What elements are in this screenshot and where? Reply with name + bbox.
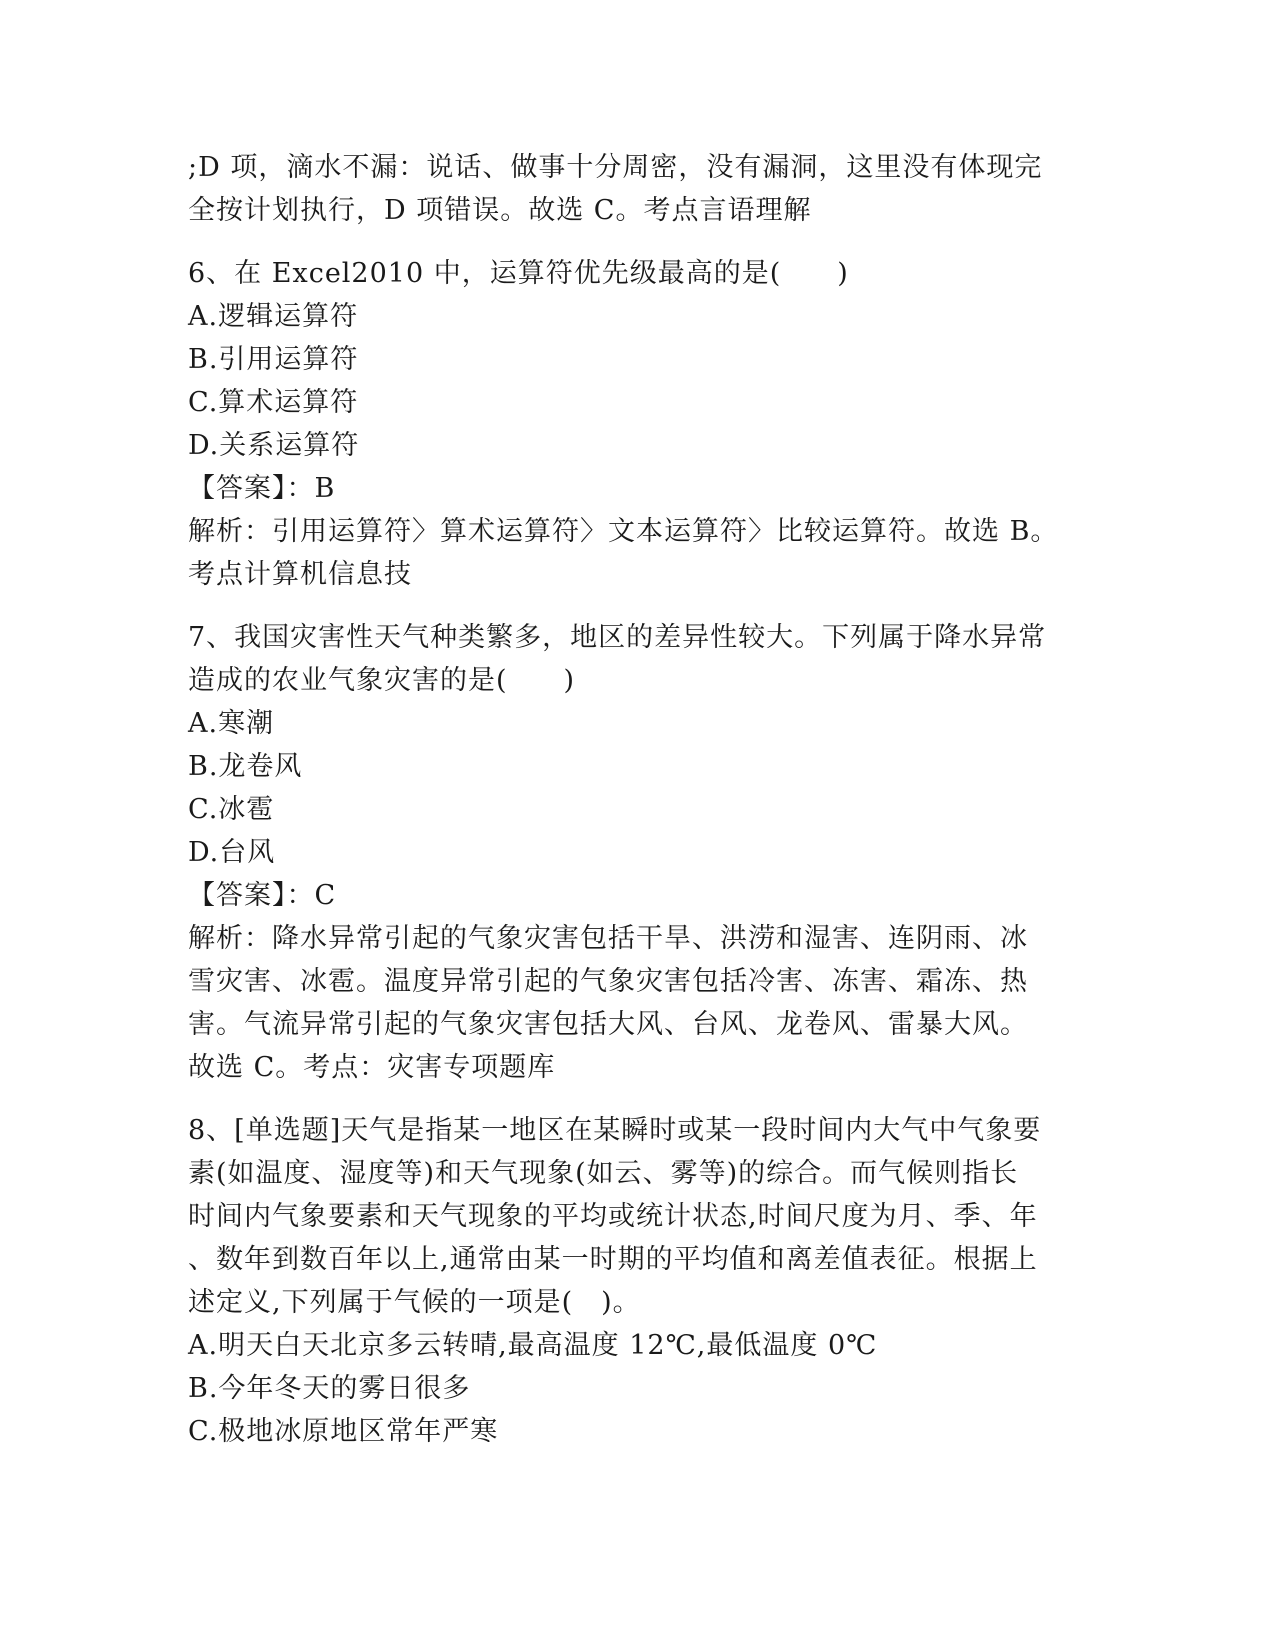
prev-explanation xyxy=(188,146,1088,232)
option-b: B.今年冬天的雾日很多 xyxy=(188,1373,471,1404)
option-c: C.冰雹 xyxy=(188,794,275,825)
explanation-line: 考点计算机信息技 xyxy=(188,559,412,590)
option-a: A.逻辑运算符 xyxy=(188,301,359,332)
question-stem-line: 、数年到数百年以上,通常由某一时期的平均值和离差值表征。根据上 xyxy=(188,1244,1038,1275)
question-stem-line: 7、我国灾害性天气种类繁多，地区的差异性较大。下列属于降水异常 xyxy=(188,622,1047,653)
answer: 【答案】：B xyxy=(188,473,336,504)
explanation-line: 雪灾害、冰雹。温度异常引起的气象灾害包括冷害、冻害、霜冻、热 xyxy=(188,966,1028,997)
explanation-line: 故选 C。考点：灾害专项题库 xyxy=(188,1052,556,1083)
option-a: A.寒潮 xyxy=(188,708,275,739)
question-7 xyxy=(188,616,1088,1089)
explanation-line: 解析：降水异常引起的气象灾害包括干旱、洪涝和湿害、连阴雨、冰 xyxy=(188,923,1028,954)
option-b: B.引用运算符 xyxy=(188,344,359,375)
option-d: D.关系运算符 xyxy=(188,430,360,461)
prev-explanation-line: 全按计划执行，D 项错误。故选 C。考点言语理解 xyxy=(188,195,812,226)
question-stem-line: 8、[单选题]天气是指某一地区在某瞬时或某一段时间内大气中气象要 xyxy=(188,1115,1042,1146)
question-stem: 6、在 Excel2010 中，运算符优先级最高的是( ) xyxy=(188,258,849,289)
question-8 xyxy=(188,1109,1088,1453)
option-c: C.算术运算符 xyxy=(188,387,359,418)
question-stem-line: 时间内气象要素和天气现象的平均或统计状态,时间尺度为月、季、年 xyxy=(188,1201,1038,1232)
question-stem-line: 造成的农业气象灾害的是( ) xyxy=(188,665,576,696)
explanation-line: 解析：引用运算符〉算术运算符〉文本运算符〉比较运算符。故选 B。 xyxy=(188,516,1059,547)
question-stem-line: 素(如温度、湿度等)和天气现象(如云、雾等)的综合。而气候则指长 xyxy=(188,1158,1019,1189)
option-a: A.明天白天北京多云转晴,最高温度 12℃,最低温度 0℃ xyxy=(188,1330,878,1361)
question-stem-line: 述定义,下列属于气候的一项是( )。 xyxy=(188,1287,641,1318)
document-page xyxy=(188,146,1088,1453)
prev-explanation-line: ;D 项，滴水不漏：说话、做事十分周密，没有漏洞，这里没有体现完 xyxy=(188,152,1043,183)
option-b: B.龙卷风 xyxy=(188,751,303,782)
option-c: C.极地冰原地区常年严寒 xyxy=(188,1416,499,1447)
explanation-line: 害。气流异常引起的气象灾害包括大风、台风、龙卷风、雷暴大风。 xyxy=(188,1009,1028,1040)
answer: 【答案】：C xyxy=(188,880,337,911)
question-6 xyxy=(188,252,1088,596)
option-d: D.台风 xyxy=(188,837,276,868)
